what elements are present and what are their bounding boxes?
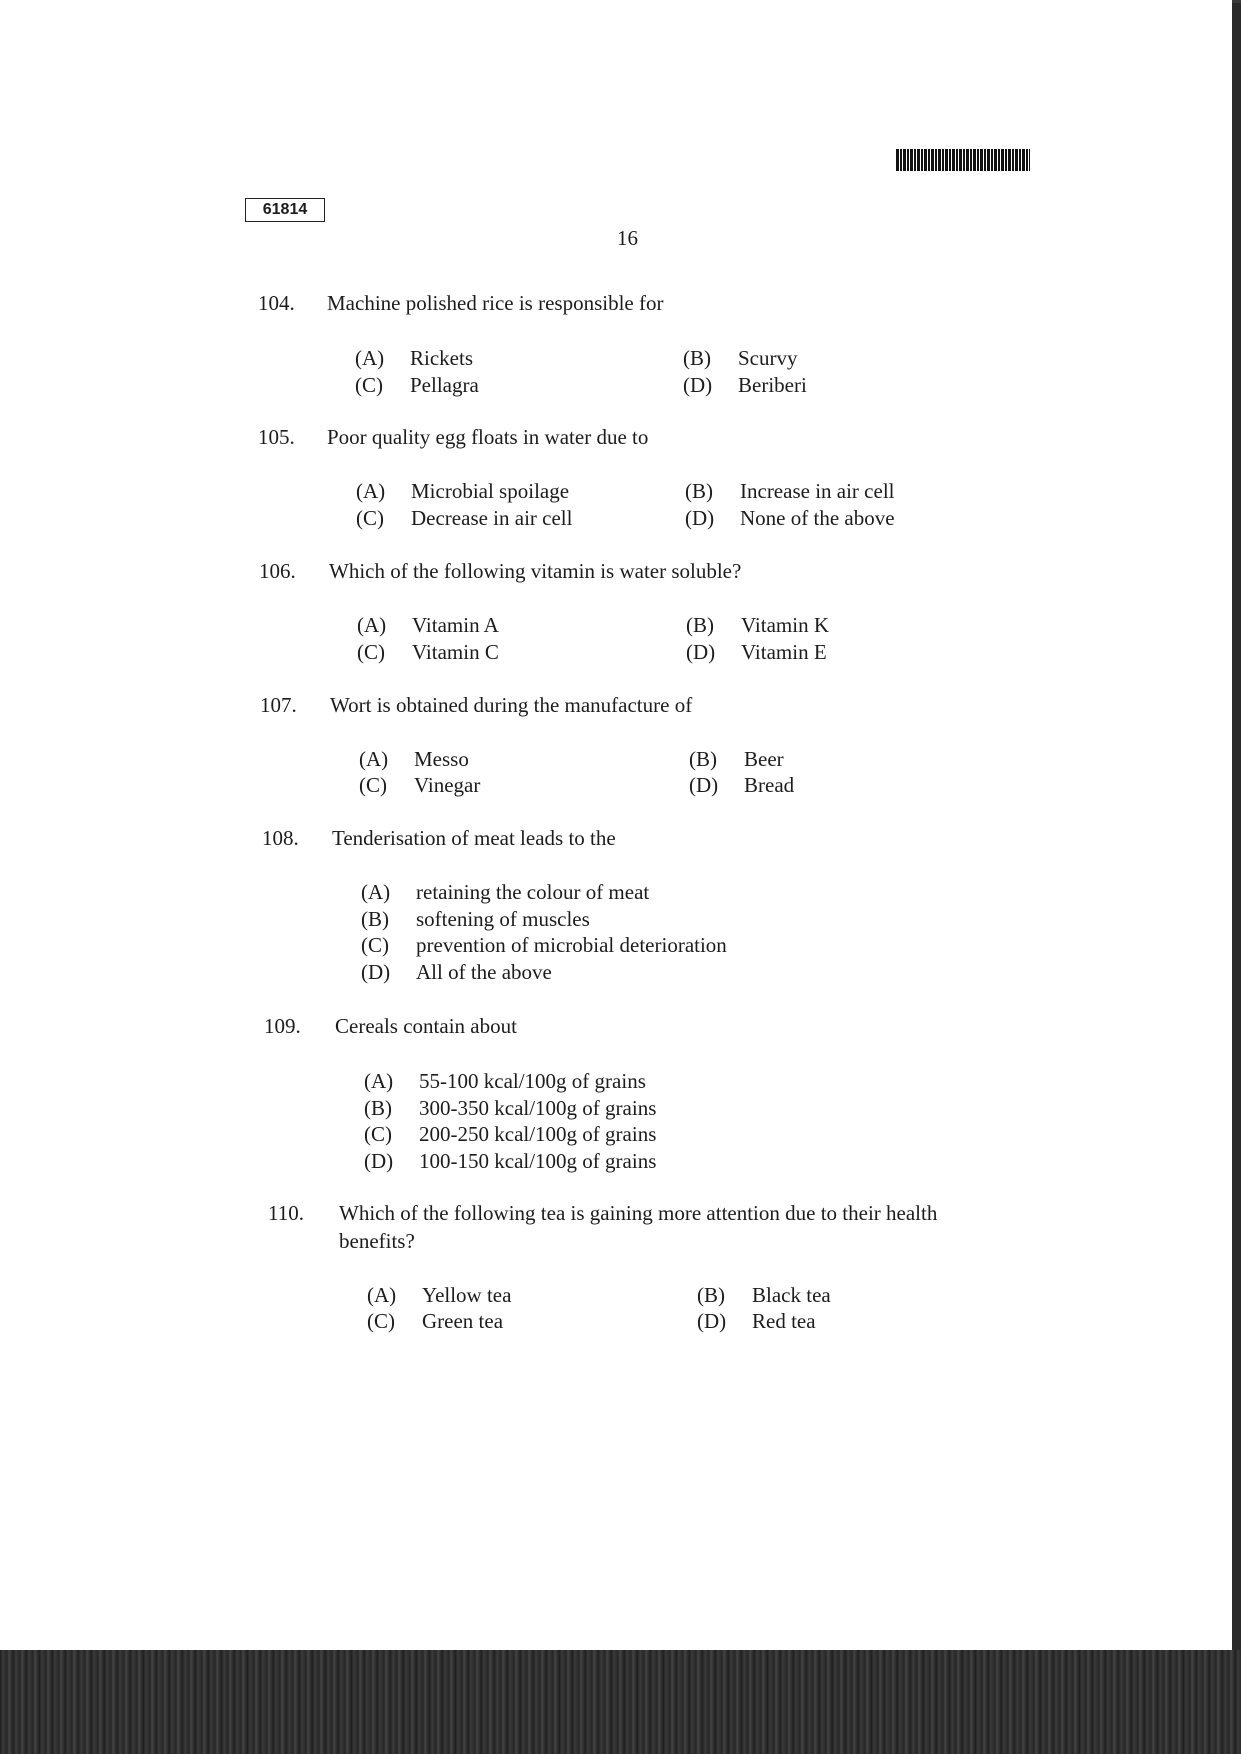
option-d: [685, 506, 895, 531]
option-b: [697, 1283, 831, 1308]
option-text: 55-100 kcal/100g of grains: [419, 1069, 646, 1093]
option-label: (B): [689, 747, 717, 771]
option-text: retaining the colour of meat: [416, 880, 650, 904]
option-label: (A): [359, 747, 389, 771]
question-text: Cereals contain about: [335, 1014, 517, 1038]
option-text: Vitamin A: [412, 613, 499, 637]
option-text: 100-150 kcal/100g of grains: [419, 1149, 657, 1173]
option-b: [685, 479, 895, 504]
option-text: Bread: [744, 773, 795, 797]
option-text: Rickets: [410, 346, 473, 370]
option-label: (B): [697, 1283, 725, 1307]
option-a: [356, 479, 569, 504]
question-number: 109.: [264, 1014, 301, 1038]
option-text: Vinegar: [414, 773, 481, 797]
option-c: [359, 773, 480, 798]
option-d: [697, 1309, 816, 1334]
question-text: Which of the following vitamin is water soluble?: [329, 559, 742, 583]
question-text: Machine polished rice is responsible for: [327, 291, 664, 315]
option-text: Vitamin K: [741, 613, 829, 637]
option-label: (C): [357, 640, 385, 664]
option-text: Black tea: [752, 1283, 831, 1307]
option-label: (A): [361, 880, 391, 904]
option-b: [689, 747, 784, 772]
option-text: Vitamin E: [741, 640, 827, 664]
scanner-background: [0, 1650, 1241, 1754]
option-text: Red tea: [752, 1309, 816, 1333]
option-label: (B): [683, 346, 711, 370]
option-label: (C): [367, 1309, 395, 1333]
page-number: 16: [617, 226, 638, 250]
option-label: (B): [686, 613, 714, 637]
option-text: None of the above: [740, 506, 895, 530]
question-number: 104.: [258, 291, 295, 315]
option-label: (A): [357, 613, 387, 637]
question-text: Tenderisation of meat leads to the: [332, 826, 616, 850]
option-b: [364, 1096, 656, 1121]
option-label: (D): [697, 1309, 727, 1333]
question-number: 108.: [262, 826, 299, 850]
option-label: (A): [355, 346, 385, 370]
option-a: [367, 1283, 511, 1308]
option-label: (C): [355, 373, 383, 397]
option-label: (B): [685, 479, 713, 503]
option-text: Beriberi: [738, 373, 807, 397]
option-a: [364, 1069, 646, 1094]
option-text: Pellagra: [410, 373, 479, 397]
option-a: [359, 747, 469, 772]
option-c: [355, 373, 479, 398]
option-label: (D): [361, 960, 391, 984]
option-text: Decrease in air cell: [411, 506, 573, 530]
option-text: Yellow tea: [422, 1283, 512, 1307]
option-text: Vitamin C: [412, 640, 499, 664]
option-label: (A): [367, 1283, 397, 1307]
option-b: [361, 907, 590, 932]
option-label: (D): [364, 1149, 394, 1173]
option-label: (C): [359, 773, 387, 797]
option-d: [364, 1149, 656, 1174]
question-number: 110.: [268, 1201, 304, 1225]
option-label: (C): [356, 506, 384, 530]
question-text-continued: benefits?: [339, 1229, 415, 1253]
question-text: Poor quality egg floats in water due to: [327, 425, 649, 449]
option-a: [357, 613, 499, 638]
question-number: 105.: [258, 425, 295, 449]
option-text: Microbial spoilage: [411, 479, 570, 503]
option-label: (C): [361, 933, 389, 957]
barcode: [896, 149, 1030, 171]
option-d: [686, 640, 827, 665]
option-d: [689, 773, 794, 798]
option-label: (B): [364, 1096, 392, 1120]
question-text: Wort is obtained during the manufacture of: [330, 693, 693, 717]
option-a: [355, 346, 473, 371]
option-text: All of the above: [416, 960, 552, 984]
option-text: Messo: [414, 747, 469, 771]
option-label: (A): [364, 1069, 394, 1093]
question-number: 107.: [260, 693, 297, 717]
option-text: softening of muscles: [416, 907, 590, 931]
option-label: (B): [361, 907, 389, 931]
option-c: [367, 1309, 503, 1334]
option-text: Green tea: [422, 1309, 504, 1333]
option-text: prevention of microbial deterioration: [416, 933, 727, 957]
option-text: Scurvy: [738, 346, 798, 370]
option-c: [357, 640, 499, 665]
option-b: [686, 613, 829, 638]
option-d: [361, 960, 552, 985]
question-text: Which of the following tea is gaining more attention due to their health: [339, 1201, 938, 1225]
option-label: (D): [689, 773, 719, 797]
option-label: (D): [683, 373, 713, 397]
option-label: (D): [686, 640, 716, 664]
option-text: 200-250 kcal/100g of grains: [419, 1122, 657, 1146]
option-b: [683, 346, 798, 371]
option-label: (A): [356, 479, 386, 503]
option-text: Increase in air cell: [740, 479, 895, 503]
paper-code-box: 61814: [245, 198, 325, 222]
option-c: [361, 933, 727, 958]
option-label: (C): [364, 1122, 392, 1146]
option-a: [361, 880, 649, 905]
option-text: Beer: [744, 747, 784, 771]
option-c: [356, 506, 572, 531]
option-text: 300-350 kcal/100g of grains: [419, 1096, 657, 1120]
option-d: [683, 373, 807, 398]
question-number: 106.: [259, 559, 296, 583]
option-c: [364, 1122, 656, 1147]
option-label: (D): [685, 506, 715, 530]
